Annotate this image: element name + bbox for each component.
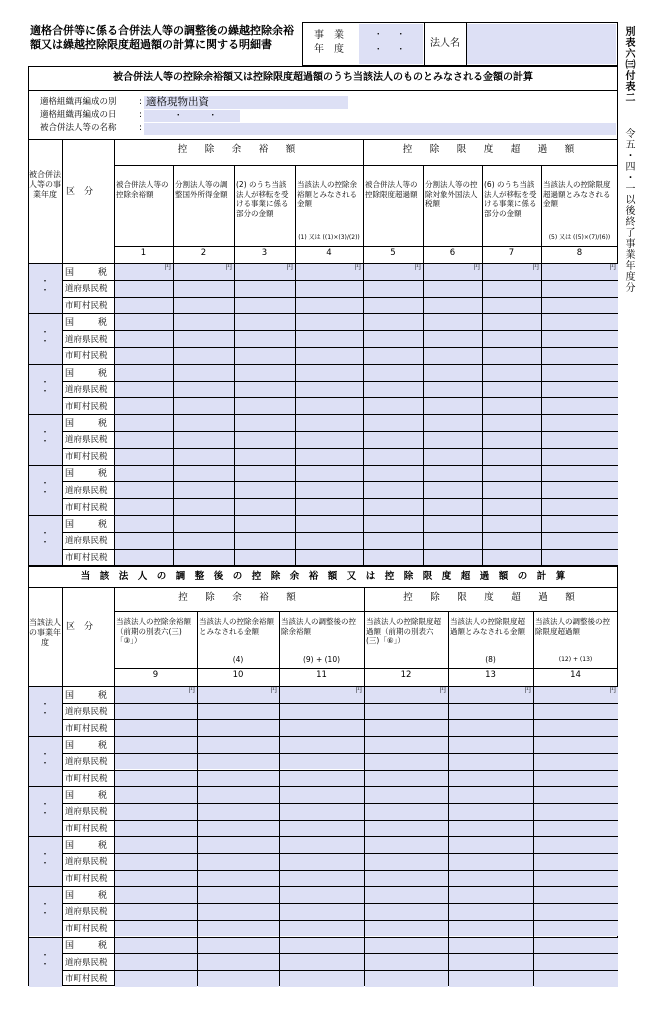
name-colon: : [139, 123, 142, 133]
cell-3[interactable] [235, 365, 295, 414]
tax-row-label: 国 税 [65, 368, 110, 379]
hojin-label: 法人名 [430, 38, 460, 49]
cell-1[interactable] [115, 499, 173, 515]
yen-mark: 円 [355, 686, 362, 694]
cell-3[interactable] [235, 314, 295, 363]
year-dots: ・ ・ [40, 900, 50, 920]
cell-10[interactable] [198, 787, 279, 803]
cell-11[interactable] [280, 704, 364, 720]
year-dots: ・ ・ [40, 950, 50, 970]
tax-row-label: 国 税 [65, 941, 110, 952]
tax-row-label: 国 税 [65, 791, 110, 802]
cell-5[interactable] [364, 314, 423, 363]
cell-10[interactable] [198, 938, 279, 954]
tax-row-label: 市町村民税 [65, 773, 108, 784]
tax-row-label: 国 税 [65, 519, 110, 530]
tax-row-label: 国 税 [65, 690, 110, 701]
cell-10[interactable] [198, 954, 279, 970]
col-num-3: 3 [261, 248, 268, 258]
cell-1[interactable] [115, 550, 173, 566]
tax-row-label: 国 税 [65, 891, 110, 902]
date-dots: ・・ [174, 111, 244, 121]
tax-row-label: 市町村民税 [65, 401, 108, 412]
cell-1[interactable] [115, 331, 173, 347]
cell-2[interactable] [174, 516, 234, 565]
merged-name-field[interactable] [144, 123, 616, 135]
cell-14[interactable] [534, 837, 618, 886]
cell-7[interactable] [483, 466, 541, 515]
cell-9[interactable] [115, 787, 197, 803]
cell-11[interactable] [280, 804, 364, 820]
cell-13[interactable] [449, 787, 533, 836]
date-label: 適格組織再編成の日 [40, 110, 117, 120]
tax-row-label: 道府県民税 [65, 907, 108, 918]
cell-2[interactable] [174, 415, 234, 464]
tax-row-label: 市町村民税 [65, 300, 108, 311]
cell-4[interactable] [296, 449, 363, 465]
form-title: 適格合併等に係る合併法人等の調整後の繰越控除余裕額又は繰越控除限度超過額の計算に関する明細書 [30, 24, 294, 51]
group-rule [114, 165, 618, 166]
cell-13[interactable] [449, 887, 533, 936]
cell-7[interactable] [483, 415, 541, 464]
kind-colon: : [139, 97, 142, 107]
cell-7[interactable] [483, 516, 541, 565]
cell-3[interactable] [235, 516, 295, 565]
company-name-field[interactable] [467, 24, 616, 64]
cell-1[interactable] [115, 365, 173, 381]
cell-9[interactable] [115, 887, 197, 903]
col-sub-10: (4) [232, 655, 244, 664]
cell-4[interactable] [296, 331, 363, 347]
cell-5[interactable] [364, 466, 423, 515]
cell-14[interactable] [534, 938, 618, 987]
jigyo-label: 事 業 [314, 30, 344, 41]
col-header-1: 被合併法人等の控除余裕額 [116, 180, 169, 199]
tax-row-label: 市町村民税 [65, 924, 108, 935]
cell-9[interactable] [115, 971, 197, 987]
cell-9[interactable] [115, 938, 197, 954]
side-note: 令五・四・一以後終了事業年度分 [623, 128, 634, 293]
col-header-7: (6) のうち当該法人が移転を受ける事業に係る部分の金額 [484, 180, 537, 218]
cell-3[interactable] [235, 466, 295, 515]
year-dots: ・ ・ [40, 478, 50, 498]
kubun-header: 区 分 [66, 622, 94, 632]
cell-11[interactable] [280, 837, 364, 853]
cell-10[interactable] [198, 887, 279, 903]
cell-11[interactable] [280, 771, 364, 787]
tax-row-label: 道府県民税 [65, 284, 108, 295]
cell-4[interactable] [296, 365, 363, 381]
cell-10[interactable] [198, 971, 279, 987]
col-num-2: 2 [200, 248, 207, 258]
tax-row-label: 市町村民税 [65, 974, 108, 985]
year-dots: ・ ・ [40, 428, 50, 448]
cell-12[interactable] [365, 687, 448, 736]
fiscal-year-dots-2: ・・ [374, 45, 420, 55]
cell-6[interactable] [424, 314, 482, 363]
year-dots: ・ ・ [40, 850, 50, 870]
cell-10[interactable] [198, 771, 279, 787]
cell-10[interactable] [198, 720, 279, 736]
col-num-4: 4 [326, 248, 332, 258]
yen-mark: 円 [532, 263, 539, 271]
cell-7[interactable] [483, 365, 541, 414]
col-num-14: 14 [570, 670, 581, 680]
side-label: 別表六㈢付表二 [623, 26, 634, 103]
cell-10[interactable] [198, 904, 279, 920]
cell-10[interactable] [198, 737, 279, 753]
tax-row-label: 市町村民税 [65, 552, 108, 563]
col-num-7: 7 [508, 248, 515, 258]
cell-9[interactable] [115, 687, 197, 703]
cell-4[interactable] [296, 298, 363, 314]
section2-title-rule [28, 587, 618, 588]
cell-1[interactable] [115, 382, 173, 398]
cell-11[interactable] [280, 887, 364, 903]
cell-11[interactable] [280, 938, 364, 954]
cell-10[interactable] [198, 687, 279, 703]
cell-4[interactable] [296, 415, 363, 431]
col-num-5: 5 [390, 248, 396, 258]
yen-mark: 円 [270, 686, 277, 694]
cell-11[interactable] [280, 821, 364, 837]
tax-row-label: 道府県民税 [65, 957, 108, 968]
year-dots: ・ ・ [40, 327, 50, 347]
cell-11[interactable] [280, 754, 364, 770]
tax-row-label: 国 税 [65, 740, 110, 751]
col-header-2: 分割法人等の調整国外所得金額 [175, 180, 228, 199]
nendo-label: 年 度 [314, 44, 344, 55]
cell-10[interactable] [198, 821, 279, 837]
yen-mark: 円 [439, 686, 446, 694]
yen-mark: 円 [225, 263, 232, 271]
tax-row-label: 道府県民税 [65, 485, 108, 496]
cell-7[interactable] [483, 314, 541, 363]
cell-14[interactable] [534, 687, 618, 736]
yen-mark: 円 [286, 263, 293, 271]
cell-9[interactable] [115, 821, 197, 837]
kind-label: 適格組織再編成の別 [40, 97, 117, 107]
kind-value: 適格現物出資 [146, 96, 209, 108]
col-sub-11: (9) + (10) [302, 655, 341, 664]
tax-row-label: 道府県民税 [65, 384, 108, 395]
name-label: 被合併法人等の名称 [40, 123, 117, 133]
cell-13[interactable] [449, 737, 533, 786]
cell-11[interactable] [280, 971, 364, 987]
cell-5[interactable] [364, 516, 423, 565]
col-header-10: 当該法人の控除余裕額とみなされる金額 [199, 617, 274, 636]
cell-9[interactable] [115, 737, 197, 753]
date-colon: : [139, 110, 142, 120]
cell-10[interactable] [198, 804, 279, 820]
col-num-13: 13 [485, 670, 496, 680]
col-sub-8: (5) 又は ((5)×(7)/(6)) [548, 234, 611, 241]
col-header-4: 当該法人の控除余裕額とみなされる金額 [297, 180, 357, 208]
num-top-rule [114, 668, 618, 669]
yen-mark: 円 [473, 263, 480, 271]
cell-9[interactable] [115, 720, 197, 736]
cell-10[interactable] [198, 854, 279, 870]
cell-11[interactable] [280, 720, 364, 736]
cell-6[interactable] [424, 466, 482, 515]
cell-11[interactable] [280, 854, 364, 870]
cell-3[interactable] [235, 264, 295, 313]
cell-4[interactable] [296, 348, 363, 364]
tax-row-label: 市町村民税 [65, 351, 108, 362]
year-dots: ・ ・ [40, 378, 50, 397]
cell-9[interactable] [115, 904, 197, 920]
col-header-14: 当該法人の調整後の控除限度超過額 [535, 617, 610, 636]
yen-mark: 円 [354, 263, 361, 271]
cell-5[interactable] [364, 365, 423, 414]
cell-10[interactable] [198, 871, 279, 887]
cell-11[interactable] [280, 737, 364, 753]
col-header-13: 当該法人の控除限度超過額とみなされる金額 [450, 617, 525, 636]
cell-11[interactable] [280, 954, 364, 970]
tax-row-label: 国 税 [65, 267, 110, 278]
yen-mark: 円 [414, 263, 421, 271]
cell-12[interactable] [365, 837, 448, 886]
col-header-6: 分割法人等の控除対象外国法人税額 [425, 180, 478, 208]
tax-row-label: 市町村民税 [65, 823, 108, 834]
cell-8[interactable] [542, 415, 618, 464]
cell-1[interactable] [115, 348, 173, 364]
cell-10[interactable] [198, 921, 279, 937]
year-col-rule [62, 140, 63, 566]
cell-10[interactable] [198, 837, 279, 853]
cell-7[interactable] [483, 264, 541, 313]
cell-9[interactable] [115, 704, 197, 720]
year-dots: ・ ・ [40, 800, 50, 820]
cell-8[interactable] [542, 365, 618, 414]
tax-row-label: 道府県民税 [65, 807, 108, 818]
cell-8[interactable] [542, 314, 618, 363]
tax-row-label: 国 税 [65, 469, 110, 480]
cell-1[interactable] [115, 398, 173, 414]
cell-1[interactable] [115, 482, 173, 498]
cell-1[interactable] [115, 432, 173, 448]
cell-4[interactable] [296, 499, 363, 515]
tax-row-label: 道府県民税 [65, 334, 108, 345]
tax-row-label: 国 税 [65, 318, 110, 329]
cell-6[interactable] [424, 365, 482, 414]
cell-1[interactable] [115, 533, 173, 549]
cell-9[interactable] [115, 871, 197, 887]
group-rule [114, 611, 618, 612]
cell-12[interactable] [365, 938, 448, 987]
col-num-8: 8 [576, 248, 583, 258]
cell-1[interactable] [115, 415, 173, 431]
tax-row-label: 市町村民税 [65, 874, 108, 885]
cell-4[interactable] [296, 382, 363, 398]
cell-8[interactable] [542, 516, 618, 565]
year-dots: ・ ・ [40, 277, 50, 297]
col-sub-13: (8) [485, 655, 496, 664]
col-sub-14: (12) + (13) [558, 656, 593, 663]
cell-10[interactable] [198, 704, 279, 720]
col-num-11: 11 [316, 670, 327, 680]
yen-mark: 円 [164, 263, 171, 271]
yen-mark: 円 [524, 686, 531, 694]
cell-14[interactable] [534, 737, 618, 786]
cell-4[interactable] [296, 398, 363, 414]
cell-4[interactable] [296, 533, 363, 549]
year-dots: ・ ・ [40, 529, 50, 549]
cell-4[interactable] [296, 550, 363, 566]
col-header-9: 当該法人の控除余裕額（前期の別表六(三)「③」） [116, 617, 191, 645]
cell-4[interactable] [296, 516, 363, 532]
cell-11[interactable] [280, 787, 364, 803]
cell-13[interactable] [449, 687, 533, 736]
year-dots: ・ ・ [40, 700, 50, 720]
kubun-header: 区 分 [66, 187, 94, 197]
year-col-header: 当該法人の事業年度 [29, 618, 61, 647]
col-num-1: 1 [140, 248, 147, 258]
col-header-8: 当該法人の控除限度超過額とみなされる金額 [543, 180, 611, 208]
cell-14[interactable] [534, 787, 618, 836]
yen-mark: 円 [609, 263, 616, 271]
cell-2[interactable] [174, 264, 234, 313]
cell-9[interactable] [115, 837, 197, 853]
cell-12[interactable] [365, 787, 448, 836]
cell-2[interactable] [174, 466, 234, 515]
tax-row-label: 道府県民税 [65, 857, 108, 868]
cell-11[interactable] [280, 904, 364, 920]
cell-9[interactable] [115, 754, 197, 770]
cell-1[interactable] [115, 281, 173, 297]
col-num-10: 10 [232, 670, 244, 680]
tax-row-label: 道府県民税 [65, 707, 108, 718]
cell-12[interactable] [365, 887, 448, 936]
tax-row-label: 道府県民税 [65, 757, 108, 768]
tax-row-label: 国 税 [65, 419, 110, 430]
cell-4[interactable] [296, 432, 363, 448]
cell-11[interactable] [280, 921, 364, 937]
cell-5[interactable] [364, 264, 423, 313]
section1-title: 被合併法人等の控除余裕額又は控除限度超過額のうち当該法人のものとみなされる金額の計算 [113, 72, 533, 83]
cell-12[interactable] [365, 737, 448, 786]
cell-4[interactable] [296, 264, 363, 280]
cell-13[interactable] [449, 938, 533, 987]
cell-9[interactable] [115, 854, 197, 870]
col-num-12: 12 [400, 670, 412, 680]
fiscal-year-dots-1: ・・ [374, 30, 420, 40]
yen-mark: 円 [609, 686, 616, 694]
cell-11[interactable] [280, 871, 364, 887]
cell-6[interactable] [424, 516, 482, 565]
num-top-rule [114, 246, 618, 247]
col-num-9: 9 [152, 670, 159, 680]
cell-2[interactable] [174, 365, 234, 414]
cell-6[interactable] [424, 264, 482, 313]
group-a-header: 控 除 余 裕 額 [177, 144, 300, 155]
cell-3[interactable] [235, 415, 295, 464]
section2-title: 当 該 法 人 の 調 整 後 の 控 除 余 裕 額 又 は 控 除 限 度 超 過 額 の 計 算 [80, 571, 566, 582]
col-header-11: 当該法人の調整後の控除余裕額 [281, 617, 356, 636]
group-a-header: 控 除 余 裕 額 [178, 592, 300, 603]
cell-9[interactable] [115, 954, 197, 970]
tax-row-label: 市町村民税 [65, 452, 108, 463]
col-header-12: 当該法人の控除限度超過額（前期の別表六(三)「⑥」） [366, 617, 441, 645]
col-header-5: 被合併法人等の控除限度超過額 [365, 180, 418, 199]
table1-top-rule [28, 139, 618, 140]
group-b-header: 控 除 限 度 超 過 額 [403, 592, 579, 603]
cell-1[interactable] [115, 466, 173, 482]
cell-6[interactable] [424, 415, 482, 464]
year-dots: ・ ・ [40, 750, 50, 770]
cell-4[interactable] [296, 466, 363, 482]
tax-row-label: 道府県民税 [65, 435, 108, 446]
group-b-header: 控 除 限 度 超 過 額 [402, 144, 579, 155]
cell-13[interactable] [449, 837, 533, 886]
cell-9[interactable] [115, 804, 197, 820]
tax-row-label: 道府県民税 [65, 536, 108, 547]
col-sub-4: (1) 又は ((1)×(3)/(2)) [298, 234, 360, 241]
cell-8[interactable] [542, 466, 618, 515]
col-num-6: 6 [449, 248, 456, 258]
cell-10[interactable] [198, 754, 279, 770]
col-header-3: (2) のうち当該法人が移転を受ける事業に係る部分の金額 [236, 180, 289, 218]
cell-14[interactable] [534, 887, 618, 936]
cell-5[interactable] [364, 415, 423, 464]
cell-1[interactable] [115, 516, 173, 532]
cell-4[interactable] [296, 314, 363, 330]
cell-9[interactable] [115, 771, 197, 787]
cell-2[interactable] [174, 314, 234, 363]
cell-9[interactable] [115, 921, 197, 937]
cell-11[interactable] [280, 687, 364, 703]
section1-title-rule [28, 90, 618, 91]
tax-row-label: 市町村民税 [65, 502, 108, 513]
tax-row-label: 市町村民税 [65, 723, 108, 734]
cell-1[interactable] [115, 314, 173, 330]
tax-row-label: 国 税 [65, 841, 110, 852]
cell-4[interactable] [296, 281, 363, 297]
cell-4[interactable] [296, 482, 363, 498]
cell-1[interactable] [115, 449, 173, 465]
cell-1[interactable] [115, 298, 173, 314]
cell-8[interactable] [542, 264, 618, 313]
yen-mark: 円 [188, 686, 195, 694]
year-col-header: 被合併法人等の事業年度 [29, 170, 61, 199]
header-divider [424, 22, 425, 66]
